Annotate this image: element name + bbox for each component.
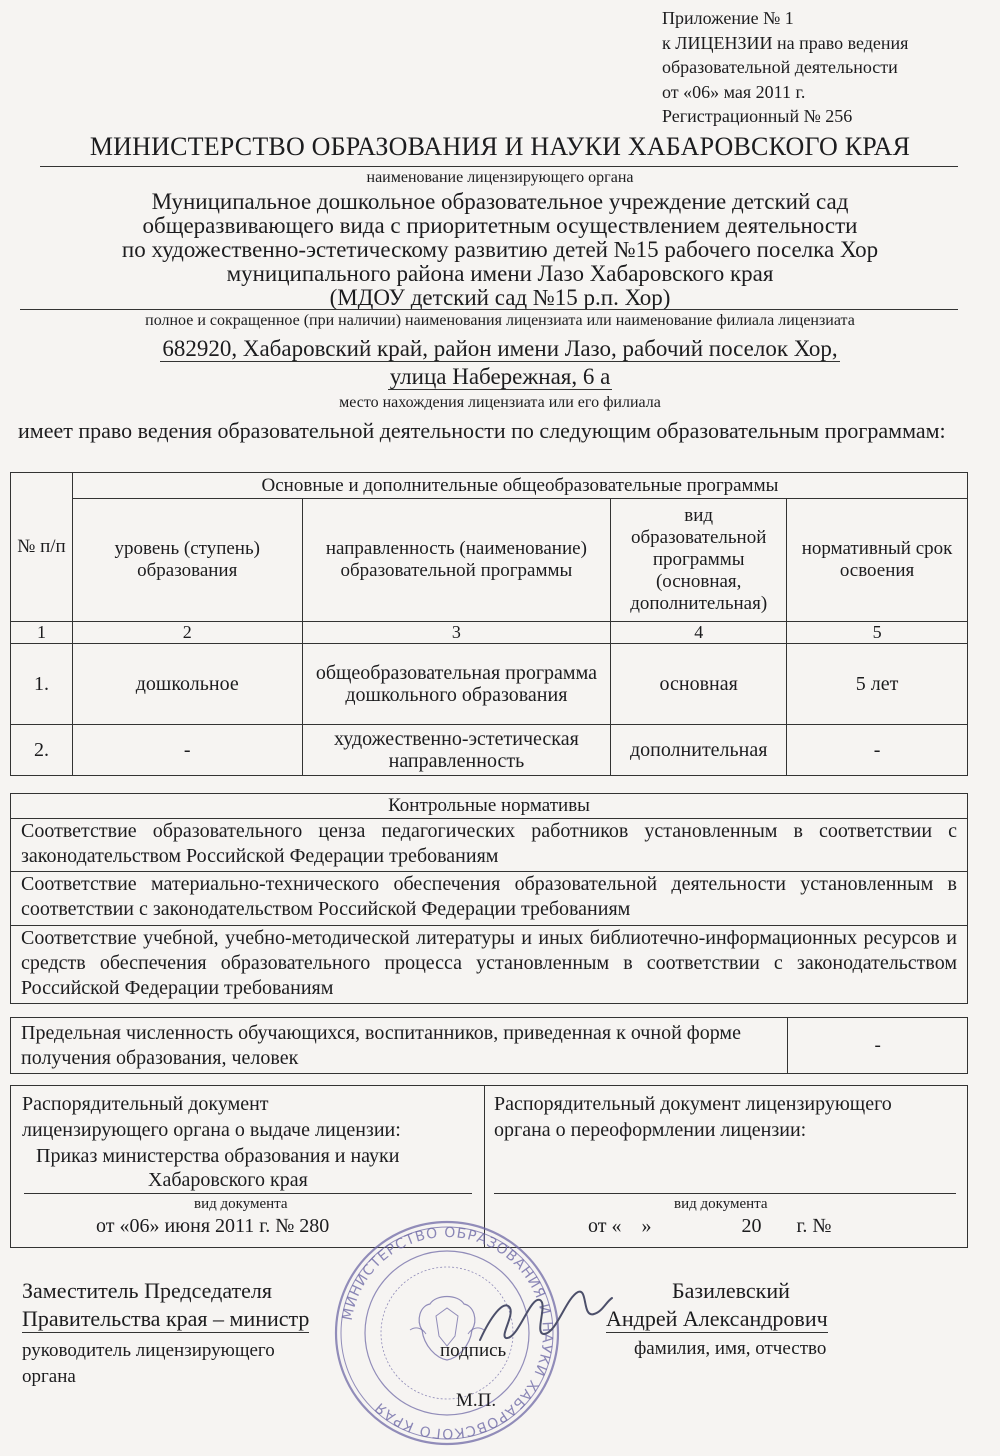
stamp-place-caption: М.П.	[456, 1390, 497, 1411]
appendix-line-1: Приложение № 1	[662, 8, 794, 28]
signature-caption: подпись	[440, 1340, 507, 1361]
issue-order-line-2: Хабаровского края	[148, 1169, 308, 1191]
reissue-doc-title-line-2: органа о переоформлении лицензии:	[494, 1119, 807, 1141]
col-number: 2	[72, 622, 302, 644]
col-num-header: № п/п	[11, 473, 73, 622]
col-number: 3	[302, 622, 611, 644]
row-num: 2.	[11, 725, 73, 776]
appendix-line-3: образовательной деятельности	[662, 57, 898, 77]
signer-position-line-1: Заместитель Председателя	[22, 1278, 272, 1303]
control-norm-item: Соответствие образовательного ценза педагогических работников установленным в соответствии с законодательством Российской Федерации требованиям	[11, 819, 968, 872]
signer-role-line-2: органа	[22, 1366, 76, 1387]
row-term: 5 лет	[787, 644, 968, 725]
address-line-1-text: 682920, Хабаровский край, район имени Лазо, рабочий поселок Хор,	[162, 336, 838, 361]
row-num: 1.	[11, 644, 73, 725]
row-type: дополнительная	[611, 725, 787, 776]
programs-table	[10, 472, 968, 776]
address-line-2-text: улица Набережная, 6 а	[389, 364, 611, 389]
col-number: 1	[11, 622, 73, 644]
col-term-header: нормативный срок освоения	[787, 499, 968, 622]
col-number: 5	[787, 622, 968, 644]
ministry-caption: наименование лицензирующего органа	[366, 169, 634, 186]
col-type-header: вид образовательной программы (основная, дополнительная)	[611, 499, 787, 622]
signer-surname: Базилевский	[672, 1278, 790, 1303]
table-row	[11, 725, 968, 776]
licensee-name-line-4: муниципального района имени Лазо Хабаровского края	[226, 261, 774, 286]
control-norm-item: Соответствие материально-технического обеспечения образовательной деятельности установленным в соответствии с законодательством Российской Федерации требованиям	[11, 872, 968, 926]
row-level: дошкольное	[72, 644, 302, 725]
issue-doc-date: от «06» июня 2011 г. № 280	[96, 1215, 330, 1237]
licensee-name-line-2: общеразвивающего вида с приоритетным осуществлением деятельности	[142, 213, 858, 238]
appendix-header	[662, 6, 992, 129]
address-caption: место нахождения лицензиата или его филиала	[339, 394, 661, 411]
issue-doc-caption: вид документа	[194, 1196, 288, 1212]
appendix-line-2: к ЛИЦЕНЗИИ на право ведения	[662, 32, 909, 53]
address-line-2	[0, 364, 1000, 390]
licensee-name-line-1: Муниципальное дошкольное образовательное учреждение детский сад	[151, 189, 849, 214]
programs-group-header: Основные и дополнительные общеобразовательные программы	[72, 473, 967, 499]
table-row	[11, 644, 968, 725]
reissue-doc-title-line-1: Распорядительный документ лицензирующего	[494, 1093, 892, 1115]
reissue-doc-underline	[494, 1193, 956, 1194]
signer-role-line-1: руководитель лицензирующего	[22, 1340, 275, 1361]
col-level-header: уровень (ступень) образования	[72, 499, 302, 622]
appendix-line-4: от «06» мая 2011 г.	[662, 81, 806, 102]
row-direction: общеобразовательная программа дошкольного образования	[302, 644, 611, 725]
licensee-name-line-3: по художественно-эстетическому развитию детей №15 рабочего поселка Хор	[121, 237, 879, 262]
row-level: -	[72, 725, 302, 776]
control-norms-table	[10, 793, 968, 1004]
has-right-text: имеет право ведения образовательной деятельности по следующим образовательным программам:	[18, 418, 946, 443]
control-norms-title: Контрольные нормативы	[11, 794, 968, 819]
issue-doc-title-line-2: лицензирующего органа о выдаче лицензии:	[22, 1119, 401, 1141]
row-term: -	[787, 725, 968, 776]
address-line-1	[0, 336, 1000, 362]
reissue-doc-date: от « » 20 г. №	[588, 1215, 832, 1237]
row-direction: художественно-эстетическая направленность	[302, 725, 611, 776]
licensee-underline	[20, 309, 958, 310]
issue-doc-title-line-1: Распорядительный документ	[22, 1093, 269, 1115]
licensee-caption: полное и сокращенное (при наличии) наименования лицензиата или наименование филиала лицензиата	[145, 312, 855, 329]
licensee-name	[20, 190, 980, 310]
issue-doc-underline	[24, 1193, 472, 1194]
row-type: основная	[611, 644, 787, 725]
limit-text: Предельная численность обучающихся, воспитанников, приведенная к очной форме получения образования, человек	[11, 1018, 788, 1074]
licensee-name-line-5: (МДОУ детский сад №15 р.п. Хор)	[329, 285, 671, 310]
ministry-title: МИНИСТЕРСТВО ОБРАЗОВАНИЯ И НАУКИ ХАБАРОВСКОГО КРАЯ	[89, 132, 911, 161]
ministry-underline	[40, 166, 958, 167]
appendix-line-5: Регистрационный № 256	[662, 106, 853, 126]
limit-value: -	[788, 1018, 968, 1074]
reissue-doc-caption: вид документа	[674, 1196, 768, 1212]
signer-position-line-2: Правительства края – министр	[22, 1306, 310, 1331]
col-direction-header: направленность (наименование) образовательной программы	[302, 499, 611, 622]
limit-table	[10, 1017, 968, 1074]
signer-name-caption: фамилия, имя, отчество	[634, 1338, 827, 1359]
signer-name: Андрей Александрович	[606, 1306, 828, 1331]
issue-order-line-1: Приказ министерства образования и науки	[36, 1145, 400, 1167]
col-number: 4	[611, 622, 787, 644]
control-norm-item: Соответствие учебной, учебно-методической литературы и иных библиотечно-информационных ресурсов и средств обеспечения образовательного процесса установленным в соответствии с законодательством Российской Федерации требованиям	[11, 926, 968, 1004]
seal-text: МИНИСТЕРСТВО ОБРАЗОВАНИЯ И НАУКИ ХАБАРОВСКОГО КРАЯ	[339, 1224, 556, 1442]
